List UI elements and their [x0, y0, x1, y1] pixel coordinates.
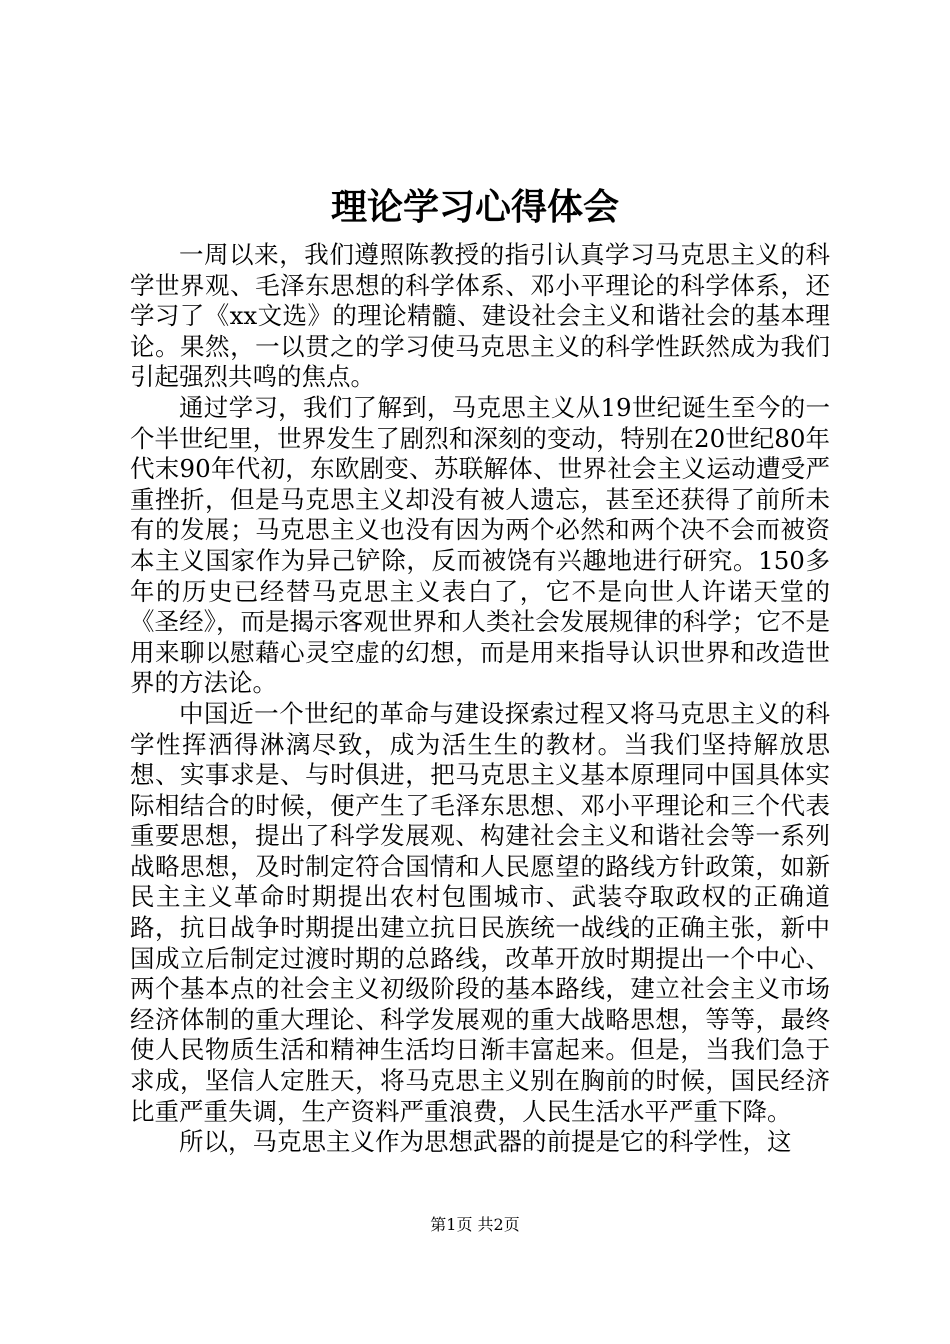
document-title: 理论学习心得体会	[330, 186, 619, 228]
paragraph: 一周以来，我们遵照陈教授的指引认真学习马克思主义的科学世界观、毛泽东思想的科学体系、邓小平理论的科学体系，还学习了《xx文选》的理论精髓、建设社会主义和谐社会的基本理论。果然，一以贯之的学习使马克思主义的科学性跃然成为我们引起强烈共鸣的焦点。	[130, 240, 830, 392]
page-footer: 第1页 共2页	[430, 1215, 520, 1234]
document-body	[130, 240, 830, 1158]
paragraph: 通过学习，我们了解到，马克思主义从19世纪诞生至今的一个半世纪里，世界发生了剧烈和深刻的变动，特别在20世纪80年代末90年代初，东欧剧变、苏联解体、世界社会主义运动遭受严重挫折，但是马克思主义却没有被人遗忘，甚至还获得了前所未有的发展；马克思主义也没有因为两个必然和两个决不会而被资本主义国家作为异己铲除，反而被饶有兴趣地进行研究。150多年的历史已经替马克思主义表白了，它不是向世人许诺天堂的《圣经》，而是揭示客观世界和人类社会发展规律的科学；它不是用来聊以慰藉心灵空虚的幻想，而是用来指导认识世界和改造世界的方法论。	[130, 392, 830, 698]
paragraph: 中国近一个世纪的革命与建设探索过程又将马克思主义的科学性挥洒得淋漓尽致，成为活生生的教材。当我们坚持解放思想、实事求是、与时俱进，把马克思主义基本原理同中国具体实际相结合的时候，便产生了毛泽东思想、邓小平理论和三个代表重要思想，提出了科学发展观、构建社会主义和谐社会等一系列战略思想，及时制定符合国情和人民愿望的路线方针政策，如新民主主义革命时期提出农村包围城市、武装夺取政权的正确道路，抗日战争时期提出建立抗日民族统一战线的正确主张，新中国成立后制定过渡时期的总路线，改革开放时期提出一个中心、两个基本点的社会主义初级阶段的基本路线，建立社会主义市场经济体制的重大理论、科学发展观的重大战略思想，等等，最终使人民物质生活和精神生活均日渐丰富起来。但是，当我们急于求成，坚信人定胜天，将马克思主义别在胸前的时候，国民经济比重严重失调，生产资料严重浪费，人民生活水平严重下降。	[130, 698, 830, 1126]
paragraph: 所以，马克思主义作为思想武器的前提是它的科学性，这	[179, 1127, 792, 1157]
